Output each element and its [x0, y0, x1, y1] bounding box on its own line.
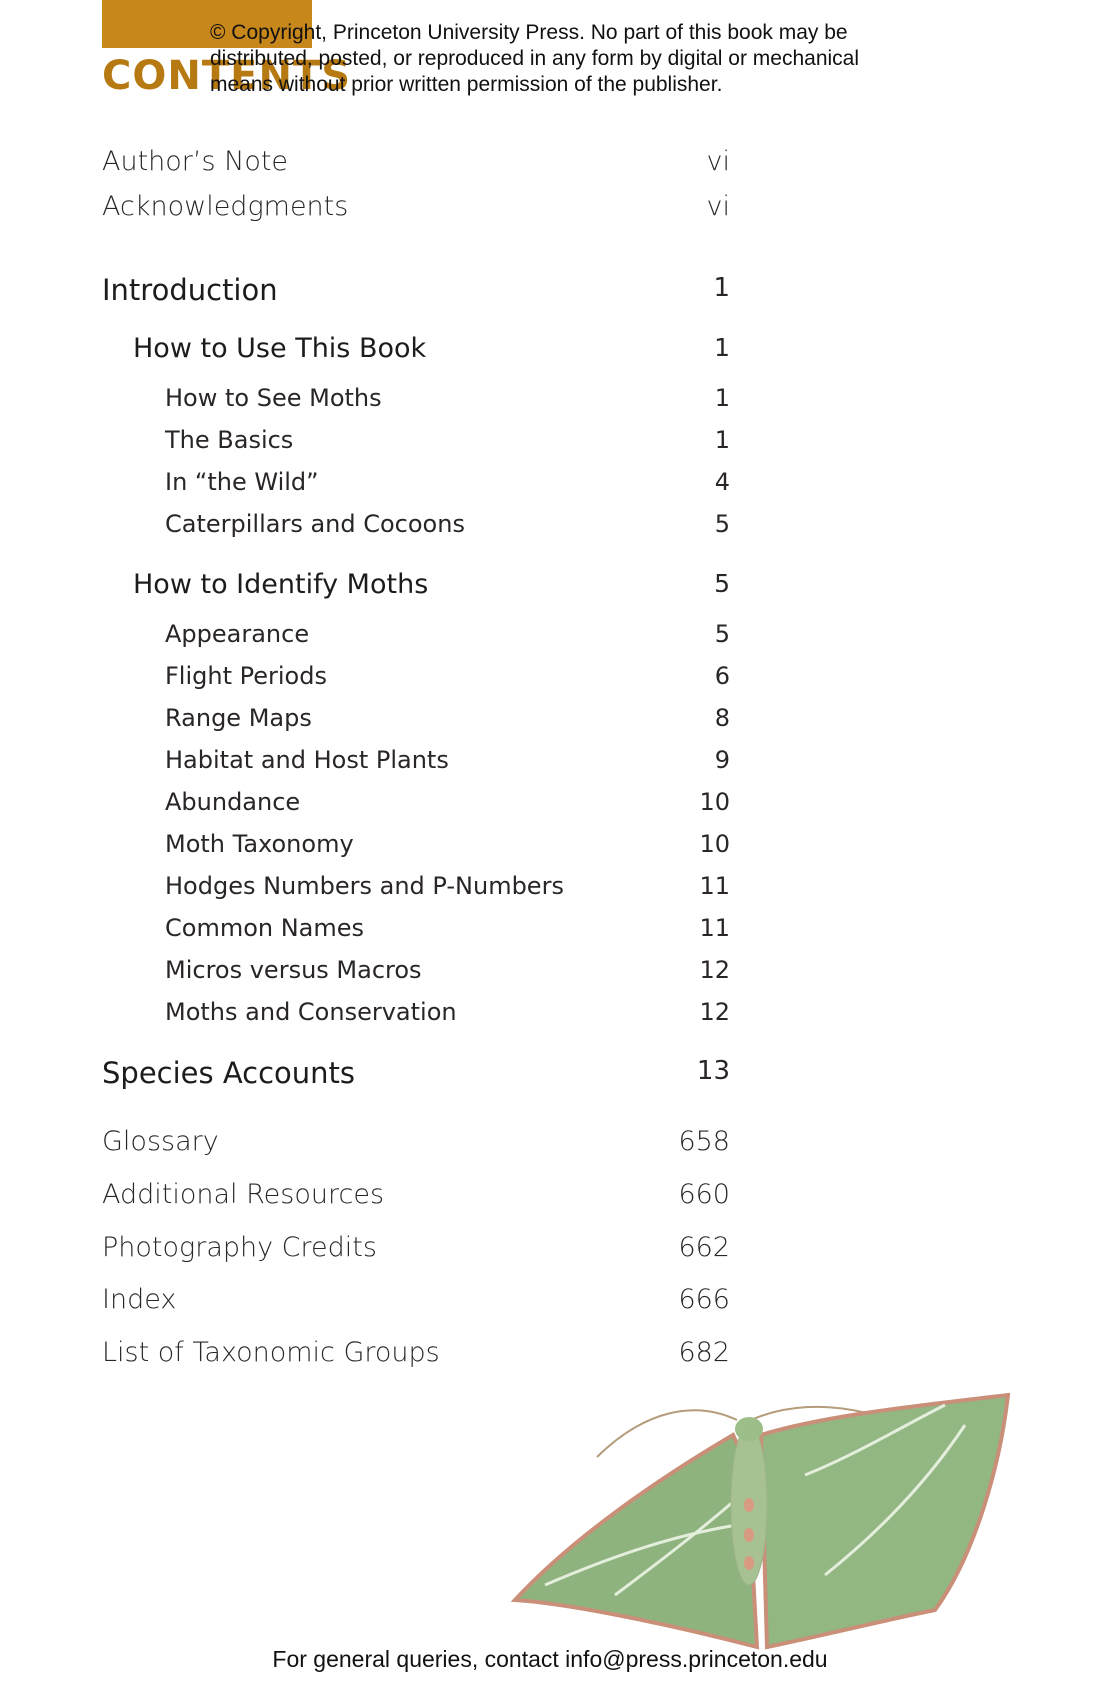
toc-entry-page: 13: [696, 1056, 730, 1086]
toc-entry-label: Photography Credits: [102, 1232, 377, 1263]
toc-entry-how-to-identify[interactable]: [0, 569, 1100, 609]
green-moth-illustration: [505, 1385, 1025, 1655]
toc-entry-common-names[interactable]: [0, 914, 1100, 954]
toc-entry-photography-credits[interactable]: [0, 1232, 1100, 1272]
toc-entry-the-basics[interactable]: [0, 426, 1100, 466]
toc-entry-label: Additional Resources: [102, 1179, 385, 1210]
toc-entry-moth-taxonomy[interactable]: [0, 830, 1100, 870]
toc-entry-range-maps[interactable]: [0, 704, 1100, 744]
toc-entry-introduction[interactable]: [0, 273, 1100, 313]
toc-entry-page: 1: [713, 273, 730, 303]
toc-entry-label: The Basics: [165, 426, 294, 454]
toc-entry-page: 4: [714, 468, 730, 496]
toc-entry-page: 662: [678, 1232, 730, 1263]
toc-entry-label: Author’s Note: [102, 146, 289, 177]
toc-entry-additional-resources[interactable]: [0, 1179, 1100, 1219]
toc-entry-page: 11: [699, 872, 730, 900]
toc-entry-page: 658: [678, 1126, 730, 1157]
toc-entry-acknowledgments[interactable]: [0, 191, 1100, 231]
toc-entry-label: Range Maps: [165, 704, 312, 732]
toc-entry-label: Glossary: [102, 1126, 219, 1157]
toc-entry-label: Micros versus Macros: [165, 956, 422, 984]
toc-entry-label: Moths and Conservation: [165, 998, 457, 1026]
toc-entry-label: Acknowledgments: [102, 191, 349, 222]
toc-entry-index[interactable]: [0, 1284, 1100, 1324]
toc-entry-page: vi: [706, 191, 730, 222]
toc-entry-page: 11: [699, 914, 730, 942]
toc-entry-page: 8: [714, 704, 730, 732]
toc-entry-page: 12: [699, 956, 730, 984]
toc-entry-label: How to Use This Book: [133, 333, 427, 364]
toc-entry-label: Appearance: [165, 620, 310, 648]
toc-entry-page: 1: [714, 384, 730, 412]
toc-entry-caterpillars[interactable]: [0, 510, 1100, 550]
toc-entry-species-accounts[interactable]: [0, 1056, 1100, 1096]
toc-entry-page: 12: [699, 998, 730, 1026]
toc-entry-label: Abundance: [165, 788, 301, 816]
toc-entry-authors-note[interactable]: [0, 146, 1100, 186]
toc-entry-page: 666: [678, 1284, 730, 1315]
toc-entry-habitat[interactable]: [0, 746, 1100, 786]
toc-entry-page: 5: [714, 569, 730, 598]
toc-entry-page: 5: [714, 510, 730, 538]
toc-entry-page: 682: [678, 1337, 730, 1368]
toc-entry-page: 5: [714, 620, 730, 648]
toc-entry-page: 9: [714, 746, 730, 774]
toc-entry-flight-periods[interactable]: [0, 662, 1100, 702]
toc-entry-label: Introduction: [102, 273, 278, 307]
toc-entry-label: Caterpillars and Cocoons: [165, 510, 465, 538]
toc-entry-page: vi: [706, 146, 730, 177]
toc-entry-how-to-see-moths[interactable]: [0, 384, 1100, 424]
toc-entry-in-the-wild[interactable]: [0, 468, 1100, 508]
toc-entry-appearance[interactable]: [0, 620, 1100, 660]
toc-entry-page: 1: [714, 426, 730, 454]
toc-entry-label: Flight Periods: [165, 662, 327, 690]
toc-entry-page: 10: [699, 830, 730, 858]
toc-entry-label: Moth Taxonomy: [165, 830, 354, 858]
toc-entry-label: How to Identify Moths: [133, 569, 429, 600]
toc-entry-page: 1: [714, 333, 730, 362]
toc-entry-label: Hodges Numbers and P-Numbers: [165, 872, 564, 900]
toc-entry-hodges-numbers[interactable]: [0, 872, 1100, 912]
page-title: CONTENTS: [102, 53, 352, 99]
toc-entry-label: Common Names: [165, 914, 365, 942]
toc-entry-micros-macros[interactable]: [0, 956, 1100, 996]
toc-entry-label: How to See Moths: [165, 384, 382, 412]
toc-entry-label: Habitat and Host Plants: [165, 746, 449, 774]
toc-entry-label: Species Accounts: [102, 1056, 356, 1090]
toc-entry-page: 10: [699, 788, 730, 816]
footer-contact: For general queries, contact info@press.princeton.edu: [272, 1646, 828, 1672]
toc-entry-abundance[interactable]: [0, 788, 1100, 828]
toc-entry-glossary[interactable]: [0, 1126, 1100, 1166]
toc-entry-label: Index: [102, 1284, 177, 1315]
toc-entry-page: 6: [714, 662, 730, 690]
toc-entry-how-to-use[interactable]: [0, 333, 1100, 373]
toc-entry-label: In “the Wild”: [165, 468, 319, 496]
toc-entry-label: List of Taxonomic Groups: [102, 1337, 440, 1368]
toc-entry-conservation[interactable]: [0, 998, 1100, 1038]
toc-entry-taxonomic-groups[interactable]: [0, 1337, 1100, 1377]
copyright-notice: © Copyright, Princeton University Press. No part of this book may be distributed, posted, or reproduced in any form by digital or mechanical means without prior written permission of the publisher.: [210, 21, 860, 96]
toc-entry-page: 660: [678, 1179, 730, 1210]
